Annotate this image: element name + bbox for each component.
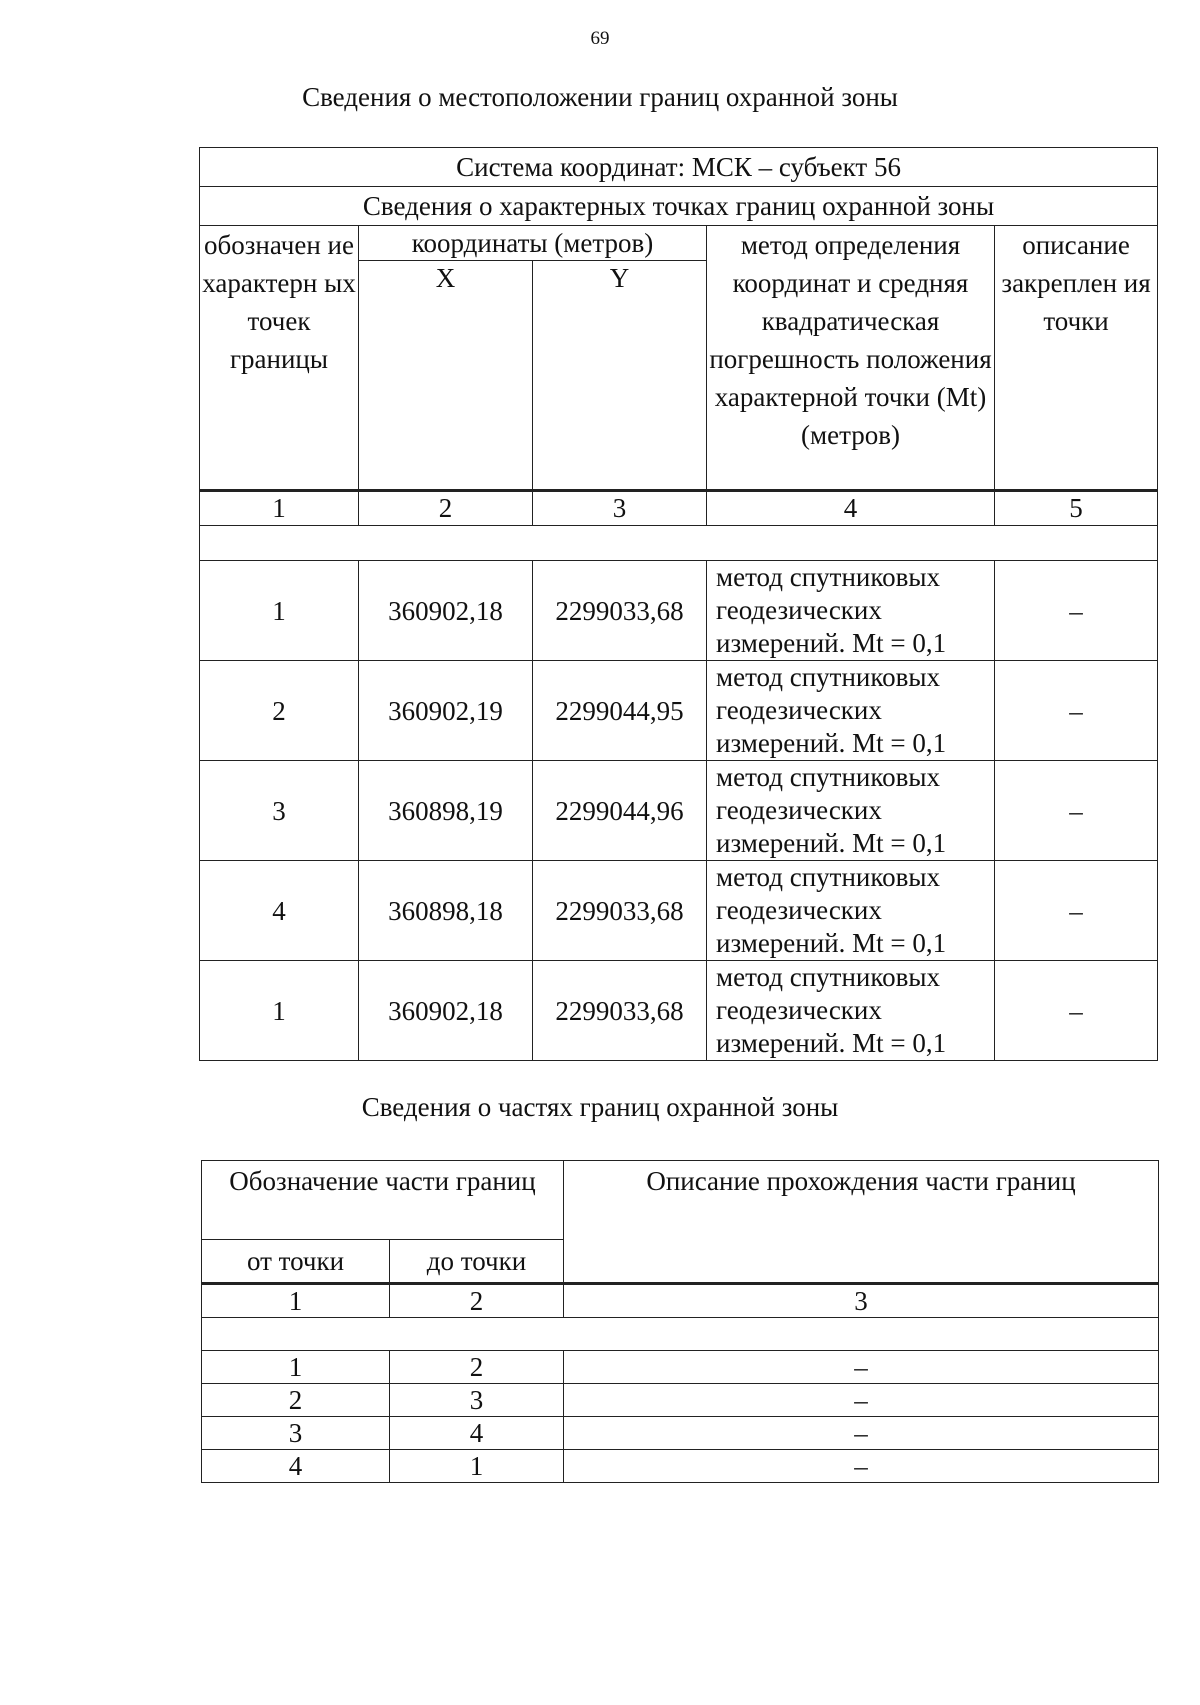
main-title: Сведения о местоположении границ охранной зоны: [302, 82, 898, 112]
point-number-cell: 1: [200, 561, 359, 661]
empty-separator-row: [200, 526, 1158, 561]
method-cell: метод спутниковых геодезических измерений. Mt = 0,1: [707, 661, 995, 761]
to-point-cell: 2: [390, 1351, 564, 1384]
x-coordinate-cell: 360902,18: [359, 961, 533, 1061]
to-point-cell: 4: [390, 1417, 564, 1450]
empty-separator-row: [202, 1318, 1159, 1351]
parts-title: Сведения о частях границ охранной зоны: [361, 1092, 839, 1122]
x-coordinate-cell: 360898,18: [359, 861, 533, 961]
table-row: [200, 561, 1158, 661]
coordinates-table: [199, 147, 1158, 1061]
col-header-coordinates: координаты (метров): [359, 226, 707, 261]
table-row: [202, 1384, 1159, 1417]
from-point-cell: 4: [202, 1450, 390, 1483]
table-row: [202, 1351, 1159, 1384]
from-point-cell: 1: [202, 1351, 390, 1384]
col-number: 2: [359, 491, 533, 526]
x-coordinate-cell: 360902,19: [359, 661, 533, 761]
col-number: 3: [564, 1284, 1159, 1318]
point-description-cell: –: [995, 761, 1158, 861]
page-number: 69: [590, 28, 610, 49]
method-cell: метод спутниковых геодезических измерений. Mt = 0,1: [707, 961, 995, 1061]
y-coordinate-cell: 2299044,96: [533, 761, 707, 861]
points-section-header: Сведения о характерных точках границ охранной зоны: [200, 187, 1158, 226]
y-coordinate-cell: 2299033,68: [533, 961, 707, 1061]
point-number-cell: 4: [200, 861, 359, 961]
from-point-cell: 2: [202, 1384, 390, 1417]
method-cell: метод спутниковых геодезических измерений. Mt = 0,1: [707, 861, 995, 961]
point-description-cell: –: [995, 861, 1158, 961]
col-number: 5: [995, 491, 1158, 526]
x-coordinate-cell: 360898,19: [359, 761, 533, 861]
coordinate-system-header: Система координат: МСК – субъект 56: [200, 148, 1158, 187]
to-point-cell: 1: [390, 1450, 564, 1483]
y-coordinate-cell: 2299033,68: [533, 861, 707, 961]
part-description-cell: –: [564, 1417, 1159, 1450]
point-description-cell: –: [995, 561, 1158, 661]
part-description-cell: –: [564, 1351, 1159, 1384]
col-number: 1: [200, 491, 359, 526]
col-header-description: описание закреплен ия точки: [995, 226, 1158, 491]
method-cell: метод спутниковых геодезических измерений. Mt = 0,1: [707, 561, 995, 661]
col-number: 4: [707, 491, 995, 526]
to-point-cell: 3: [390, 1384, 564, 1417]
col-number: 3: [533, 491, 707, 526]
col-header-from-point: от точки: [202, 1240, 390, 1284]
method-cell: метод спутниковых геодезических измерений. Mt = 0,1: [707, 761, 995, 861]
part-description-cell: –: [564, 1450, 1159, 1483]
table-row: [200, 661, 1158, 761]
part-description-cell: –: [564, 1384, 1159, 1417]
col-header-x: X: [359, 261, 533, 491]
y-coordinate-cell: 2299044,95: [533, 661, 707, 761]
point-number-cell: 2: [200, 661, 359, 761]
point-number-cell: 3: [200, 761, 359, 861]
col-header-to-point: до точки: [390, 1240, 564, 1284]
col-header-y: Y: [533, 261, 707, 491]
border-parts-table: [201, 1160, 1159, 1483]
point-number-cell: 1: [200, 961, 359, 1061]
table-row: [200, 861, 1158, 961]
table-row: [200, 761, 1158, 861]
x-coordinate-cell: 360902,18: [359, 561, 533, 661]
col-number: 1: [202, 1284, 390, 1318]
table-row: [200, 961, 1158, 1061]
col-header-method: метод определения координат и средняя квадратическая погрешность положения характерной точки (Mt) (метров): [707, 226, 995, 491]
point-description-cell: –: [995, 961, 1158, 1061]
table-row: [202, 1450, 1159, 1483]
from-point-cell: 3: [202, 1417, 390, 1450]
col-header-part-description: Описание прохождения части границ: [564, 1161, 1159, 1284]
table-row: [202, 1417, 1159, 1450]
point-description-cell: –: [995, 661, 1158, 761]
col-number: 2: [390, 1284, 564, 1318]
col-header-part-designation: Обозначение части границ: [202, 1161, 564, 1240]
col-header-designation: обозначен ие характерн ых точек границы: [200, 226, 359, 491]
y-coordinate-cell: 2299033,68: [533, 561, 707, 661]
